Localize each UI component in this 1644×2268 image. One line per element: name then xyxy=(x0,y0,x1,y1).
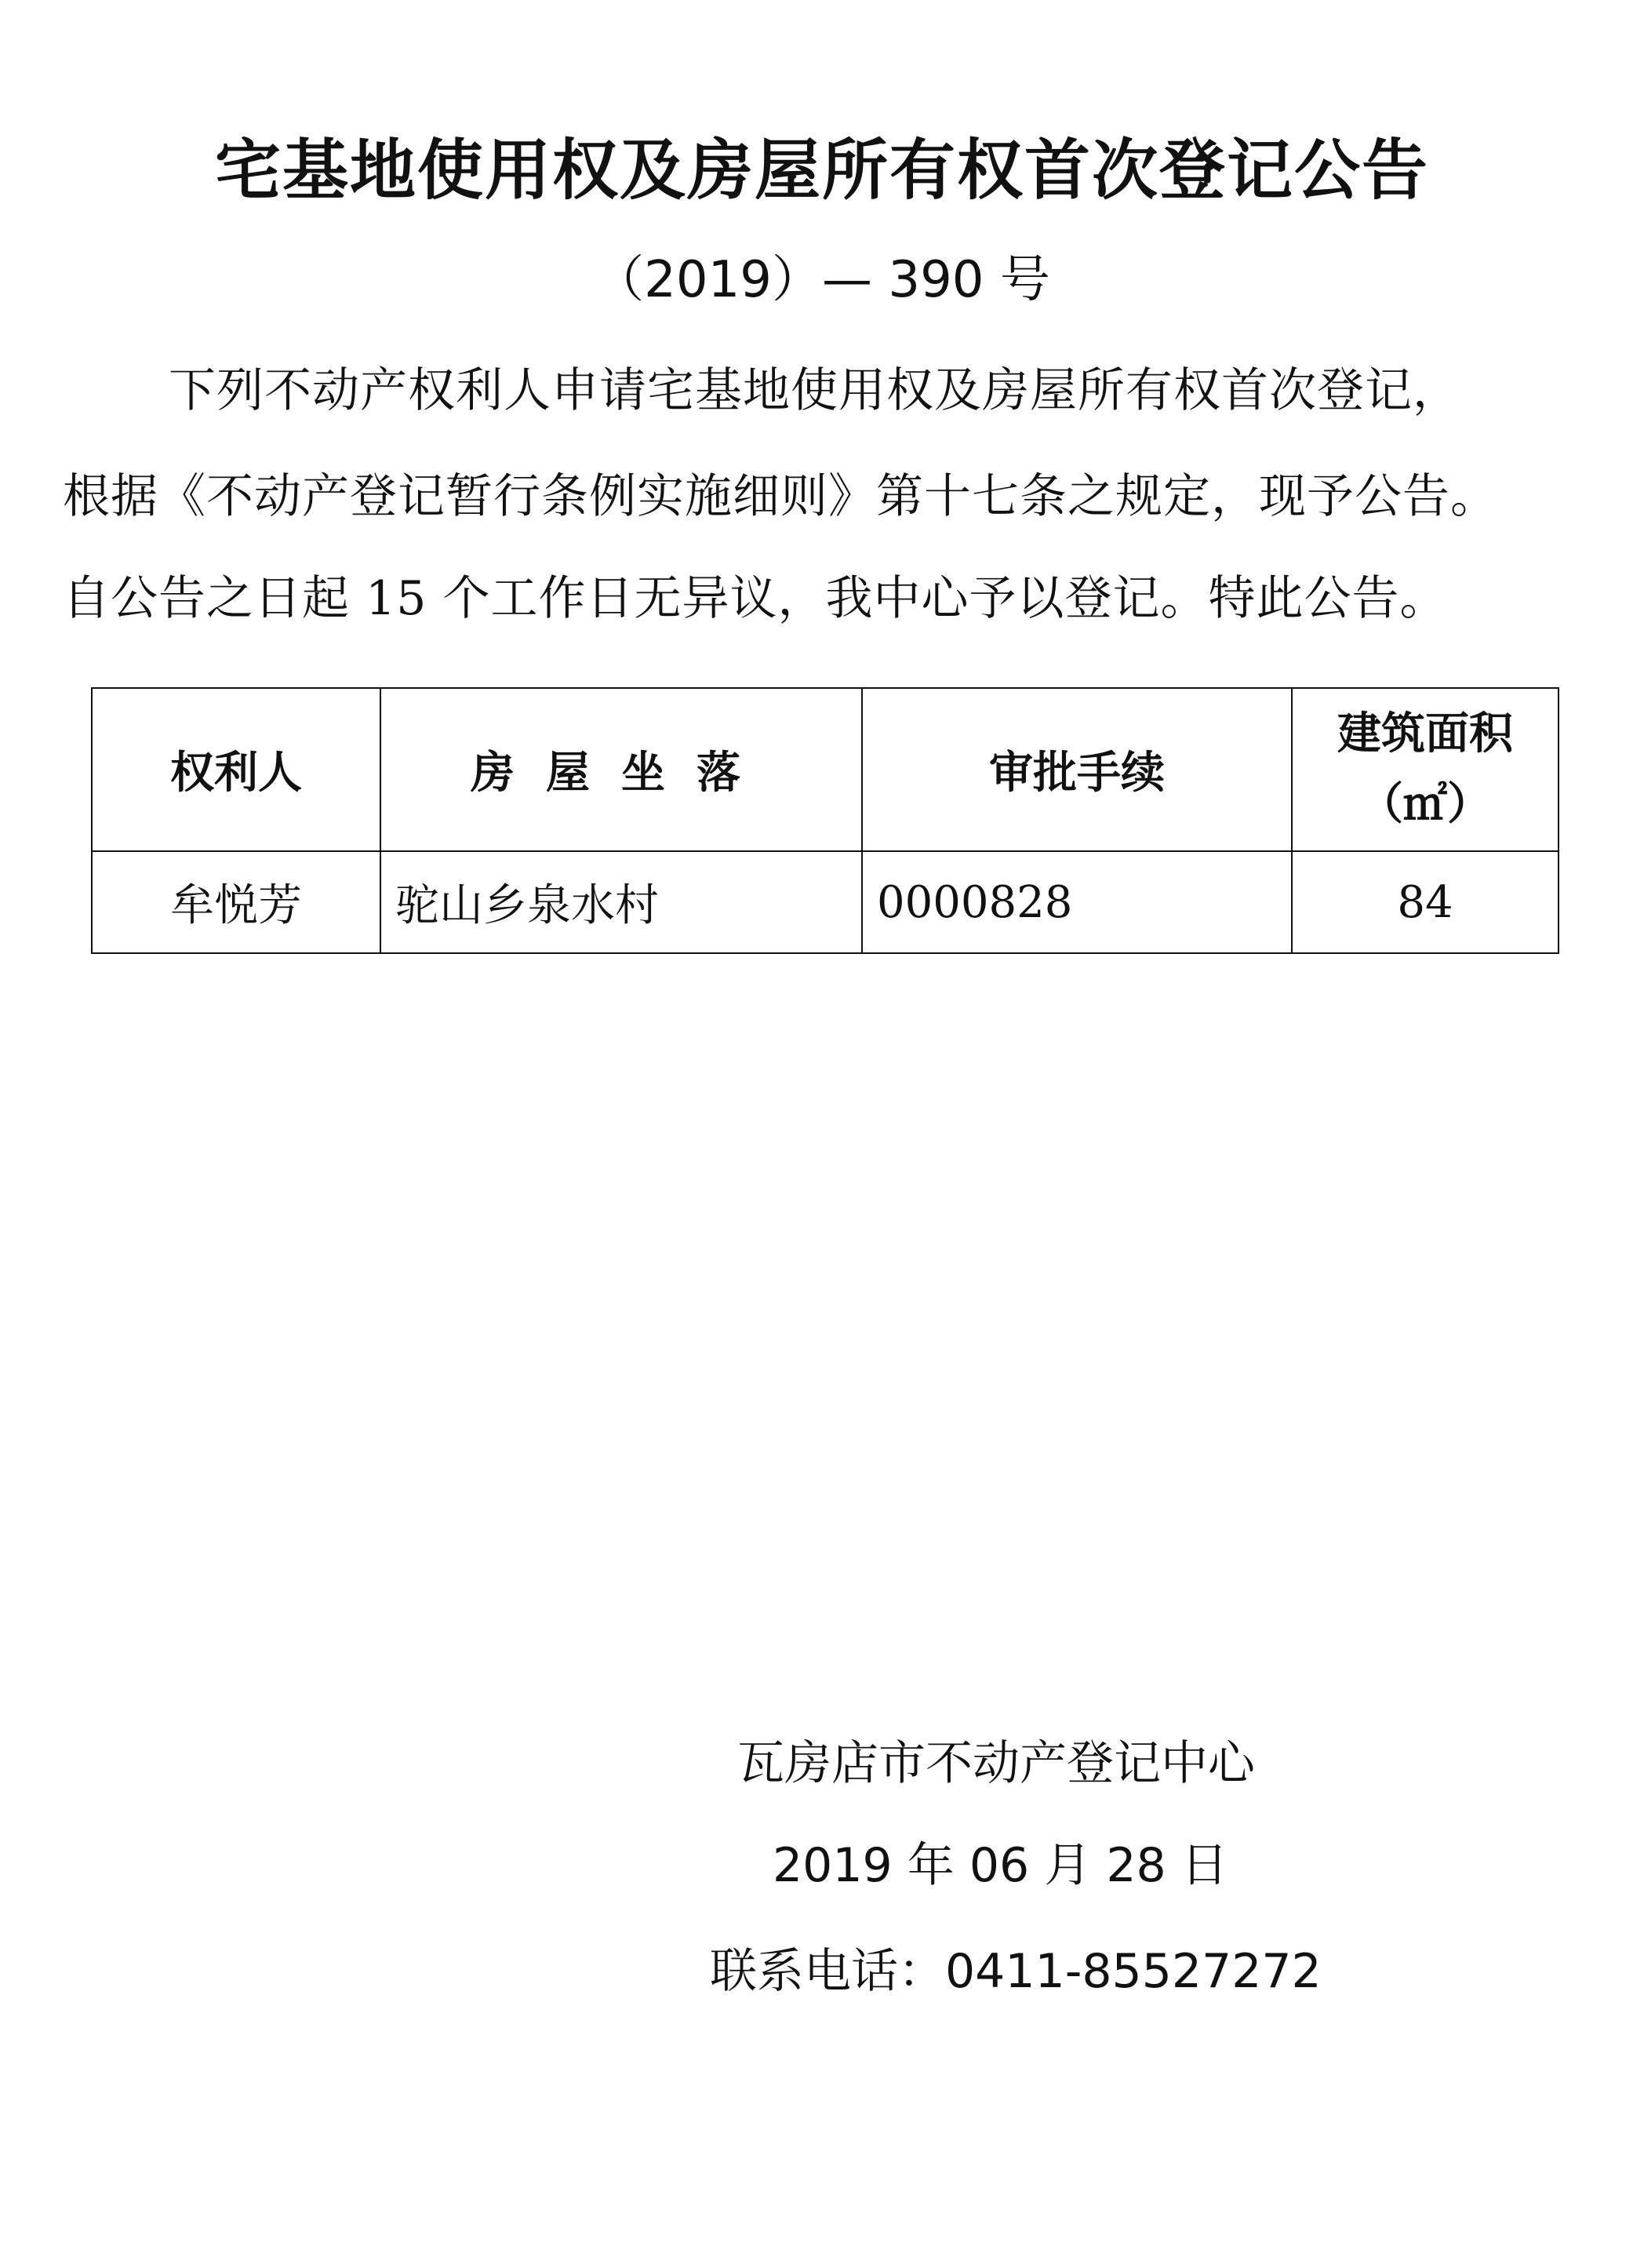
cell-owner: 牟悦芳 xyxy=(92,851,380,953)
contact-phone: 联系电话：0411-85527272 xyxy=(710,1944,1322,1999)
header-location: 房屋坐落 xyxy=(380,688,862,851)
notice-paragraph-line-3: 自公告之日起 15 个工作日无异议，我中心予以登记。特此公告。 xyxy=(63,571,1448,626)
header-owner: 权利人 xyxy=(92,688,380,851)
cell-location: 驼山乡泉水村 xyxy=(380,851,862,953)
issuer-name: 瓦房店市不动产登记中心 xyxy=(737,1736,1255,1791)
notice-number: （2019）— 390 号 xyxy=(594,251,1050,309)
issue-date: 2019 年 06 月 28 日 xyxy=(773,1838,1228,1893)
notice-title: 宅基地使用权及房屋所有权首次登记公告 xyxy=(214,132,1429,209)
header-area-label: 建筑面积 xyxy=(1337,708,1513,760)
table-row xyxy=(92,851,1559,953)
notice-paragraph-line-2: 根据《不动产登记暂行条例实施细则》第十七条之规定，现予公告。 xyxy=(63,469,1498,524)
registration-table xyxy=(91,687,1559,954)
header-area-unit: （㎡） xyxy=(1359,778,1491,830)
notice-paragraph-line-1: 下列不动产权利人申请宅基地使用权及房屋所有权首次登记， xyxy=(169,363,1460,418)
header-approval: 审批手续 xyxy=(862,688,1292,851)
header-area xyxy=(1292,688,1559,851)
cell-area: 84 xyxy=(1292,851,1559,953)
cell-approval: 0000828 xyxy=(862,851,1292,953)
table-header-row xyxy=(92,688,1559,851)
